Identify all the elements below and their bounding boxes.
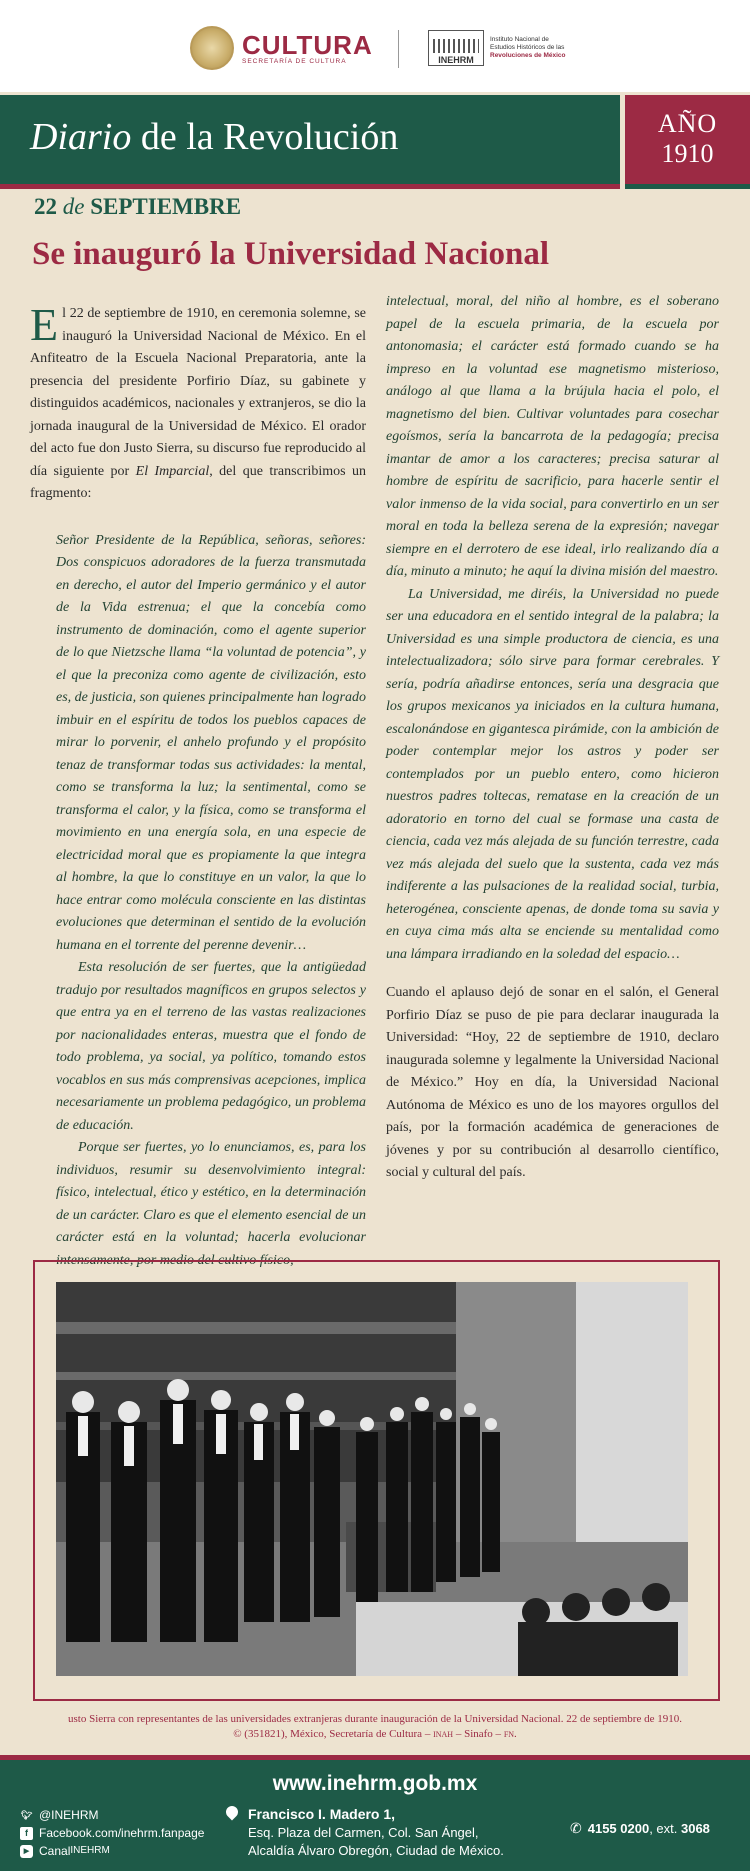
youtube-link[interactable] xyxy=(20,1842,204,1860)
cultura-subtitle: SECRETARÍA DE CULTURA xyxy=(242,57,347,65)
date-day: 22 xyxy=(34,194,57,219)
speech-quote-3 xyxy=(30,1137,366,1272)
article-column-right xyxy=(386,291,719,1185)
date-de: de xyxy=(62,194,85,219)
inehrm-line3: Revoluciones de México xyxy=(490,52,566,59)
top-header xyxy=(0,0,750,92)
year-value: 1910 xyxy=(661,139,714,168)
photo-caption xyxy=(20,1712,730,1742)
year-box-underline xyxy=(625,184,750,189)
youtube-name: INEHRM xyxy=(70,1845,110,1856)
credit-text-c: . xyxy=(514,1728,517,1740)
credit-text-b: – Sinafo – xyxy=(453,1728,504,1740)
caption-line1: usto Sierra con representantes de las universidades extranjeras durante inauguración de la Universidad Nacional. 22 de septiembre de 1910. xyxy=(68,1713,682,1725)
speech-quote-3-continued xyxy=(386,291,719,584)
speech-quote-3-left: Porque ser fuertes, yo lo enunciamos, es, para los individuos, resumir su desenvolvimiento integral: físico, intelectual, ético y estético, en la determinación de un carácter. Claro es que el elemento esencial de un carácter está en la voluntad; hacerla evolucionar intensamente, por medio del cultivo físico, xyxy=(56,1140,366,1268)
inehrm-abbr: INEHRM xyxy=(438,55,474,65)
publication-title xyxy=(30,115,398,159)
twitter-link[interactable] xyxy=(20,1806,204,1824)
diario-word: Diario xyxy=(30,116,132,158)
credit-text-a: © (351821), México, Secretaría de Cultura – xyxy=(233,1728,434,1740)
publication-title-rest: de la Revolución xyxy=(131,116,399,158)
website-link[interactable]: www.inehrm.gob.mx xyxy=(272,1772,478,1795)
facebook-icon: f xyxy=(20,1827,33,1840)
inehrm-logo[interactable] xyxy=(428,30,590,66)
historical-photo xyxy=(56,1282,688,1676)
address-line3: Alcaldía Álvaro Obregón, Ciudad de México. xyxy=(248,1843,504,1858)
phone-ext-label: , ext. xyxy=(649,1821,681,1836)
credit-fn: fn xyxy=(503,1728,515,1740)
banner-underline xyxy=(0,184,620,189)
twitter-icon: 🐦︎ xyxy=(20,1809,33,1820)
article-closing: Cuando el aplauso dejó de sonar en el salón, el General Porfirio Díaz se puso de pie para declarar inaugurada la Universidad: “Hoy, 22 de septiembre de 1910, declaro inaugurada solemne y legalmente la Universidad Nacional de México.” Hoy en día, la Universidad Nacional Autónoma de México es uno de los mayores orgullos del país, por la formación académica de generaciones de jóvenes y por su contribución al desarrollo científico, social y cultural del país. xyxy=(386,985,719,1180)
address-block xyxy=(248,1805,504,1860)
phone-block[interactable] xyxy=(570,1820,710,1837)
facebook-url: Facebook.com/inehrm.fanpage xyxy=(39,1826,205,1840)
inehrm-line1: Instituto Nacional de xyxy=(490,36,549,43)
inehrm-line2: Estudios Históricos de las xyxy=(490,44,565,51)
drop-cap: E xyxy=(30,299,59,350)
footer xyxy=(0,1760,750,1871)
credit-inah: inah xyxy=(433,1728,454,1740)
facebook-link[interactable] xyxy=(20,1824,204,1842)
social-links xyxy=(20,1806,204,1860)
year-box xyxy=(625,95,750,184)
speech-quote-2: Esta resolución de ser fuertes, que la antigüedad tradujo por resultados magníficos en grupos selectos y que entra ya en el terreno de las vastas realizaciones por nacionalidades enteras, muestra que el fondo de todo problema, ya social, ya político, tomando estos vocablos en sus más comprensivas acepciones, implica necesariamente un problema pedagógico, un problema de educación. xyxy=(56,960,366,1133)
article-headline: Se inauguró la Universidad Nacional xyxy=(32,236,550,272)
year-label: AÑO xyxy=(657,109,718,138)
cultura-logo[interactable] xyxy=(190,26,373,70)
youtube-label: Canal xyxy=(39,1844,71,1858)
article-date xyxy=(34,194,241,220)
building-icon xyxy=(428,30,484,66)
cultura-name: CULTURA xyxy=(242,29,373,60)
speech-quote-3-right: intelectual, moral, del niño al hombre, es el soberano papel de la escuela primaria, de la escuela por antonomasia; el carácter está formado cuando se ha impreso en la voluntad ese magnetismo misterioso, análogo al que llama a la brújula hacia el polo, el magnetismo del bien. Cultivar voluntades para cosechar egoísmos, sería la bancarrota de la pedagogía; precisa imantar de amor a los caracteres; precisa saturar al hombre de espíritu de sacrificio, para hacerle sentir el valor inmenso de la vida social, para convertirlo en un ser moral en toda la belleza serena de la expresión; navegar siempre en el derrotero de ese ideal, irlo realizando día a día, minuto a minuto; he aquí la divina misión del maestro. xyxy=(386,294,719,579)
caption-credit xyxy=(20,1727,730,1742)
youtube-icon: ▶ xyxy=(20,1845,33,1858)
phone-ext: 3068 xyxy=(680,1821,710,1836)
article-column-left xyxy=(30,299,367,1272)
speech-quote-4: La Universidad, me diréis, la Universidad no puede ser una educadora en el sentido integral de la palabra; la Universidad es una simple productora de ciencia, es una intelectualizadora; sólo sirve para formar cerebrales. Y sería, podría añadirse entonces, sería una desgracia que los grupos mexicanos ya iniciados en la cultura humana, escalonándose en gigantesca pirámide, con la ambición de poder contemplar mejor los astros y poder ser contemplados por un pueblo entero, como hicieron nuestros padres toltecas, rematase en la creación de un adoratorio en torno del cual se formase una casta de ciencia, cada vez más alejada de su función terrestre, cada vez más alejada del suelo que la sustenta, cada vez más indiferente a las pulsaciones de la realidad social, turbia, heterogénea, consciente apenas, de donde toma su savia y en cuya cima más alta se enciende su mentalidad como una lámpara irradiando en la soledad del espacio… xyxy=(386,586,719,962)
intro-text-b: , del que transcribimos un fragmento: xyxy=(30,463,367,501)
twitter-handle: @INEHRM xyxy=(39,1808,99,1822)
ceremony-photo-illustration xyxy=(56,1282,688,1676)
speech-quote-1: Señor Presidente de la República, señoras, señores: Dos conspicuos adoradores de la fuerza transmutada en derecho, el autor del Imperio germánico y el autor de la Vida estrenua; el que la concebía como instrumento de dominación, como el agente superior de lo que Nietzsche llama “la voluntad de potencia”, y el que la preconiza como agente de civilización, esto es, de justicia, son quienes principalmente han logrado imbuir en el espíritu de todos los pueblos capaces de mirar lo porvenir, el anhelo profundo y el propósito tenaz de transformar todas sus actividades: la mental, como se transforma la luz; la sentimental, como se transforma el calor, y la física, como se transforma el movimiento en una energía sola, en una especie de electricidad moral que es propiamente la que integra al hombre, la que lo constituye en un valor, la que lo hace entrar como molécula consciente en las distintas evoluciones que determinan el sentido de la evolución humana en el torrente del perenne devenir… xyxy=(56,532,366,953)
phone-icon: ✆ xyxy=(570,1820,582,1836)
national-seal-icon xyxy=(190,26,234,70)
newspaper-name: El Imparcial xyxy=(135,463,210,479)
phone-number: 4155 0200 xyxy=(587,1821,650,1836)
article-intro xyxy=(30,299,367,506)
address-line2: Esq. Plaza del Carmen, Col. San Ángel, xyxy=(248,1825,479,1840)
intro-text-a: l 22 de septiembre de 1910, en ceremonia solemne, se inauguró la Universidad Nacional de México. En el Anfiteatro de la Escuela Nacional Preparatoria, ante la presencia del presidente Porfirio Díaz, su gabinete y distinguidos académicos, nacionales y extranjeros, se dio la jornada inaugural de la Universidad de México. El orador del acto fue don Justo Sierra, su discurso fue reproducido al día siguiente por xyxy=(30,306,366,479)
logo-divider xyxy=(398,30,399,68)
inehrm-fullname xyxy=(490,36,590,60)
address-title: Francisco I. Madero 1, xyxy=(248,1806,396,1822)
location-pin-icon xyxy=(224,1804,241,1821)
date-month: SEPTIEMBRE xyxy=(90,194,242,219)
